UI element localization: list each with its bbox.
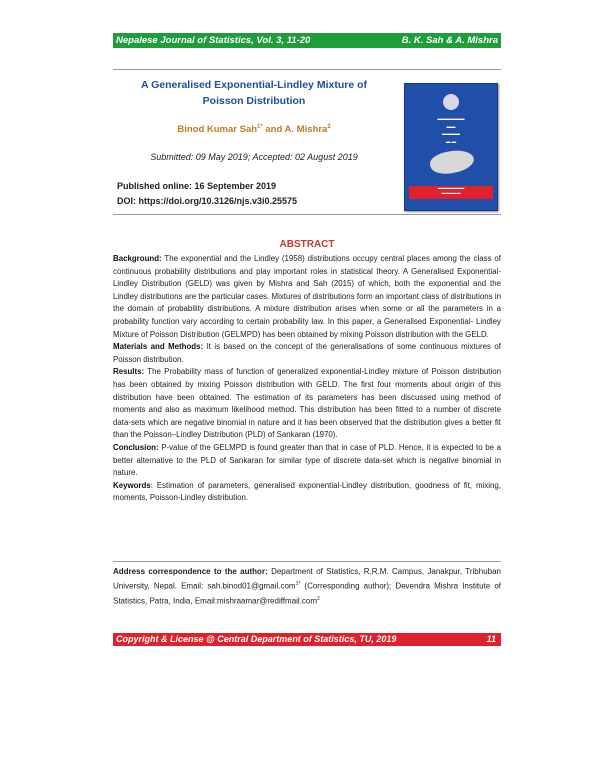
copyright-text: Copyright & License @ Central Department of Statistics, TU, 2019 xyxy=(116,634,397,644)
author-2: A. Mishra xyxy=(284,124,328,136)
address-text-1: Department of Statistics, R.R.M. Campus, Janakpur, Tribhuban University, Nepal. Email: sah.binod01@gmail.com xyxy=(113,567,501,592)
page-number: 11 xyxy=(486,634,496,644)
abstract-background xyxy=(113,253,501,341)
author-1-affil: 1* xyxy=(257,124,263,130)
title-line-1: A Generalised Exponential-Lindley Mixture of xyxy=(141,79,367,91)
cover-title: ▬▬▬▬▬▬ xyxy=(437,116,465,121)
conclusion-label: Conclusion: xyxy=(113,442,159,452)
author-2-affil: 2 xyxy=(327,124,331,130)
address-sup-1: 1* xyxy=(295,581,301,588)
address-sup-2: 2 xyxy=(317,596,320,603)
divider-top xyxy=(113,69,501,70)
cover-publisher: ▬▬▬▬▬▬▬ ▬▬▬▬▬ xyxy=(409,186,493,199)
journal-cover-image xyxy=(404,83,498,211)
author-and: and xyxy=(262,124,285,136)
abstract-heading: ABSTRACT xyxy=(279,239,335,250)
submission-dates: Submitted: 09 May 2019; Accepted: 02 August 2019 xyxy=(150,152,358,162)
published-date: Published online: 16 September 2019 xyxy=(117,181,277,191)
abstract-body xyxy=(113,253,501,505)
divider-middle xyxy=(113,214,501,215)
abstract-conclusion xyxy=(113,442,501,480)
author-1: Binod Kumar Sah xyxy=(177,124,258,136)
background-text: The exponential and the Lindley (1958) distributions occupy central places among the class of continuous probability distributions and play important roles in statistical theory. A Generalised Exponential-Lindley Distribution (GELD) was given by Mishra and Sah (2015) of which, both the exponential and the Lindley distributions are the particular cases. Mixtures of distributions form an important class of distributions in the domain of probability distributions. A mixture distribution arises when some or all the parameters in a probability function vary according to certain probability law. In this paper, a Generalised Exponential- Lindley Mixture of Poisson Distribution (GELMPD) has been obtained by mixing Poisson distribution with the GELD. xyxy=(113,254,501,339)
paper-title xyxy=(113,77,395,109)
keywords-label: Keywords xyxy=(113,480,151,490)
copyright-footer xyxy=(113,633,501,646)
address-label: Address correspondence to the author: xyxy=(113,567,268,576)
author-line xyxy=(113,124,395,135)
methods-text: It is based on the concept of the generalisations of some continuous mixtures of Poisson distribution. xyxy=(113,342,501,364)
correspondence-address xyxy=(113,561,501,609)
running-header xyxy=(113,33,501,48)
cover-subtitle: ▬▬ xyxy=(446,124,456,129)
header-authors: B. K. Sah & A. Mishra xyxy=(401,35,498,46)
keywords-text: : Estimation of parameters, generalised exponential-Lindley distribution, goodness of fit, mixing, moments, Poisson-Lindley distribution. xyxy=(113,480,501,503)
doi-link[interactable]: DOI: https://doi.org/10.3126/njs.v3i0.25575 xyxy=(117,196,298,206)
background-label: Background: xyxy=(113,254,162,263)
title-line-2: Poisson Distribution xyxy=(202,95,306,107)
cover-volume: ▬ ▬ xyxy=(445,139,457,144)
methods-label: Materials and Methods: xyxy=(113,342,204,352)
abstract-keywords xyxy=(113,480,501,505)
results-text: The Probability mass of function of generalized exponential-Lindley mixture of Poisson distribution has been obtained by mixing Poisson distribution with GELD. The first four moments about origin of this distribution have been obtained. The estimation of its parameters has been discussed using method of moments and also as maximum likelihood method. This distribution has been fitted to a number of discrete data-sets which are negative binomial in nature and it has been observed that the distribution gives a better fit than the Poisson–Lindley Distribution (PLD) of Sankaran (1970). xyxy=(113,367,501,440)
emblem-icon xyxy=(443,94,459,110)
address-text-2: (Corresponding author); Devendra Mishra Institute of Statistics, Patra, India, Email:mishraamar@rediffmail.com xyxy=(113,582,501,607)
results-label: Results: xyxy=(113,367,145,377)
cover-subtitle-2: ▬▬▬▬ xyxy=(442,131,460,136)
abstract-methods xyxy=(113,341,501,366)
conclusion-text: P-value of the GELMPD is found greater than that in case of PLD. Hence, it is expected to be a better alternative to the PLD of Sankaran for similar type of discrete data-set which is negative binomial in nature. xyxy=(113,442,501,478)
cover-map-graphic xyxy=(428,147,476,178)
journal-citation: Nepalese Journal of Statistics, Vol. 3, 11-20 xyxy=(116,35,311,46)
abstract-results xyxy=(113,366,501,442)
